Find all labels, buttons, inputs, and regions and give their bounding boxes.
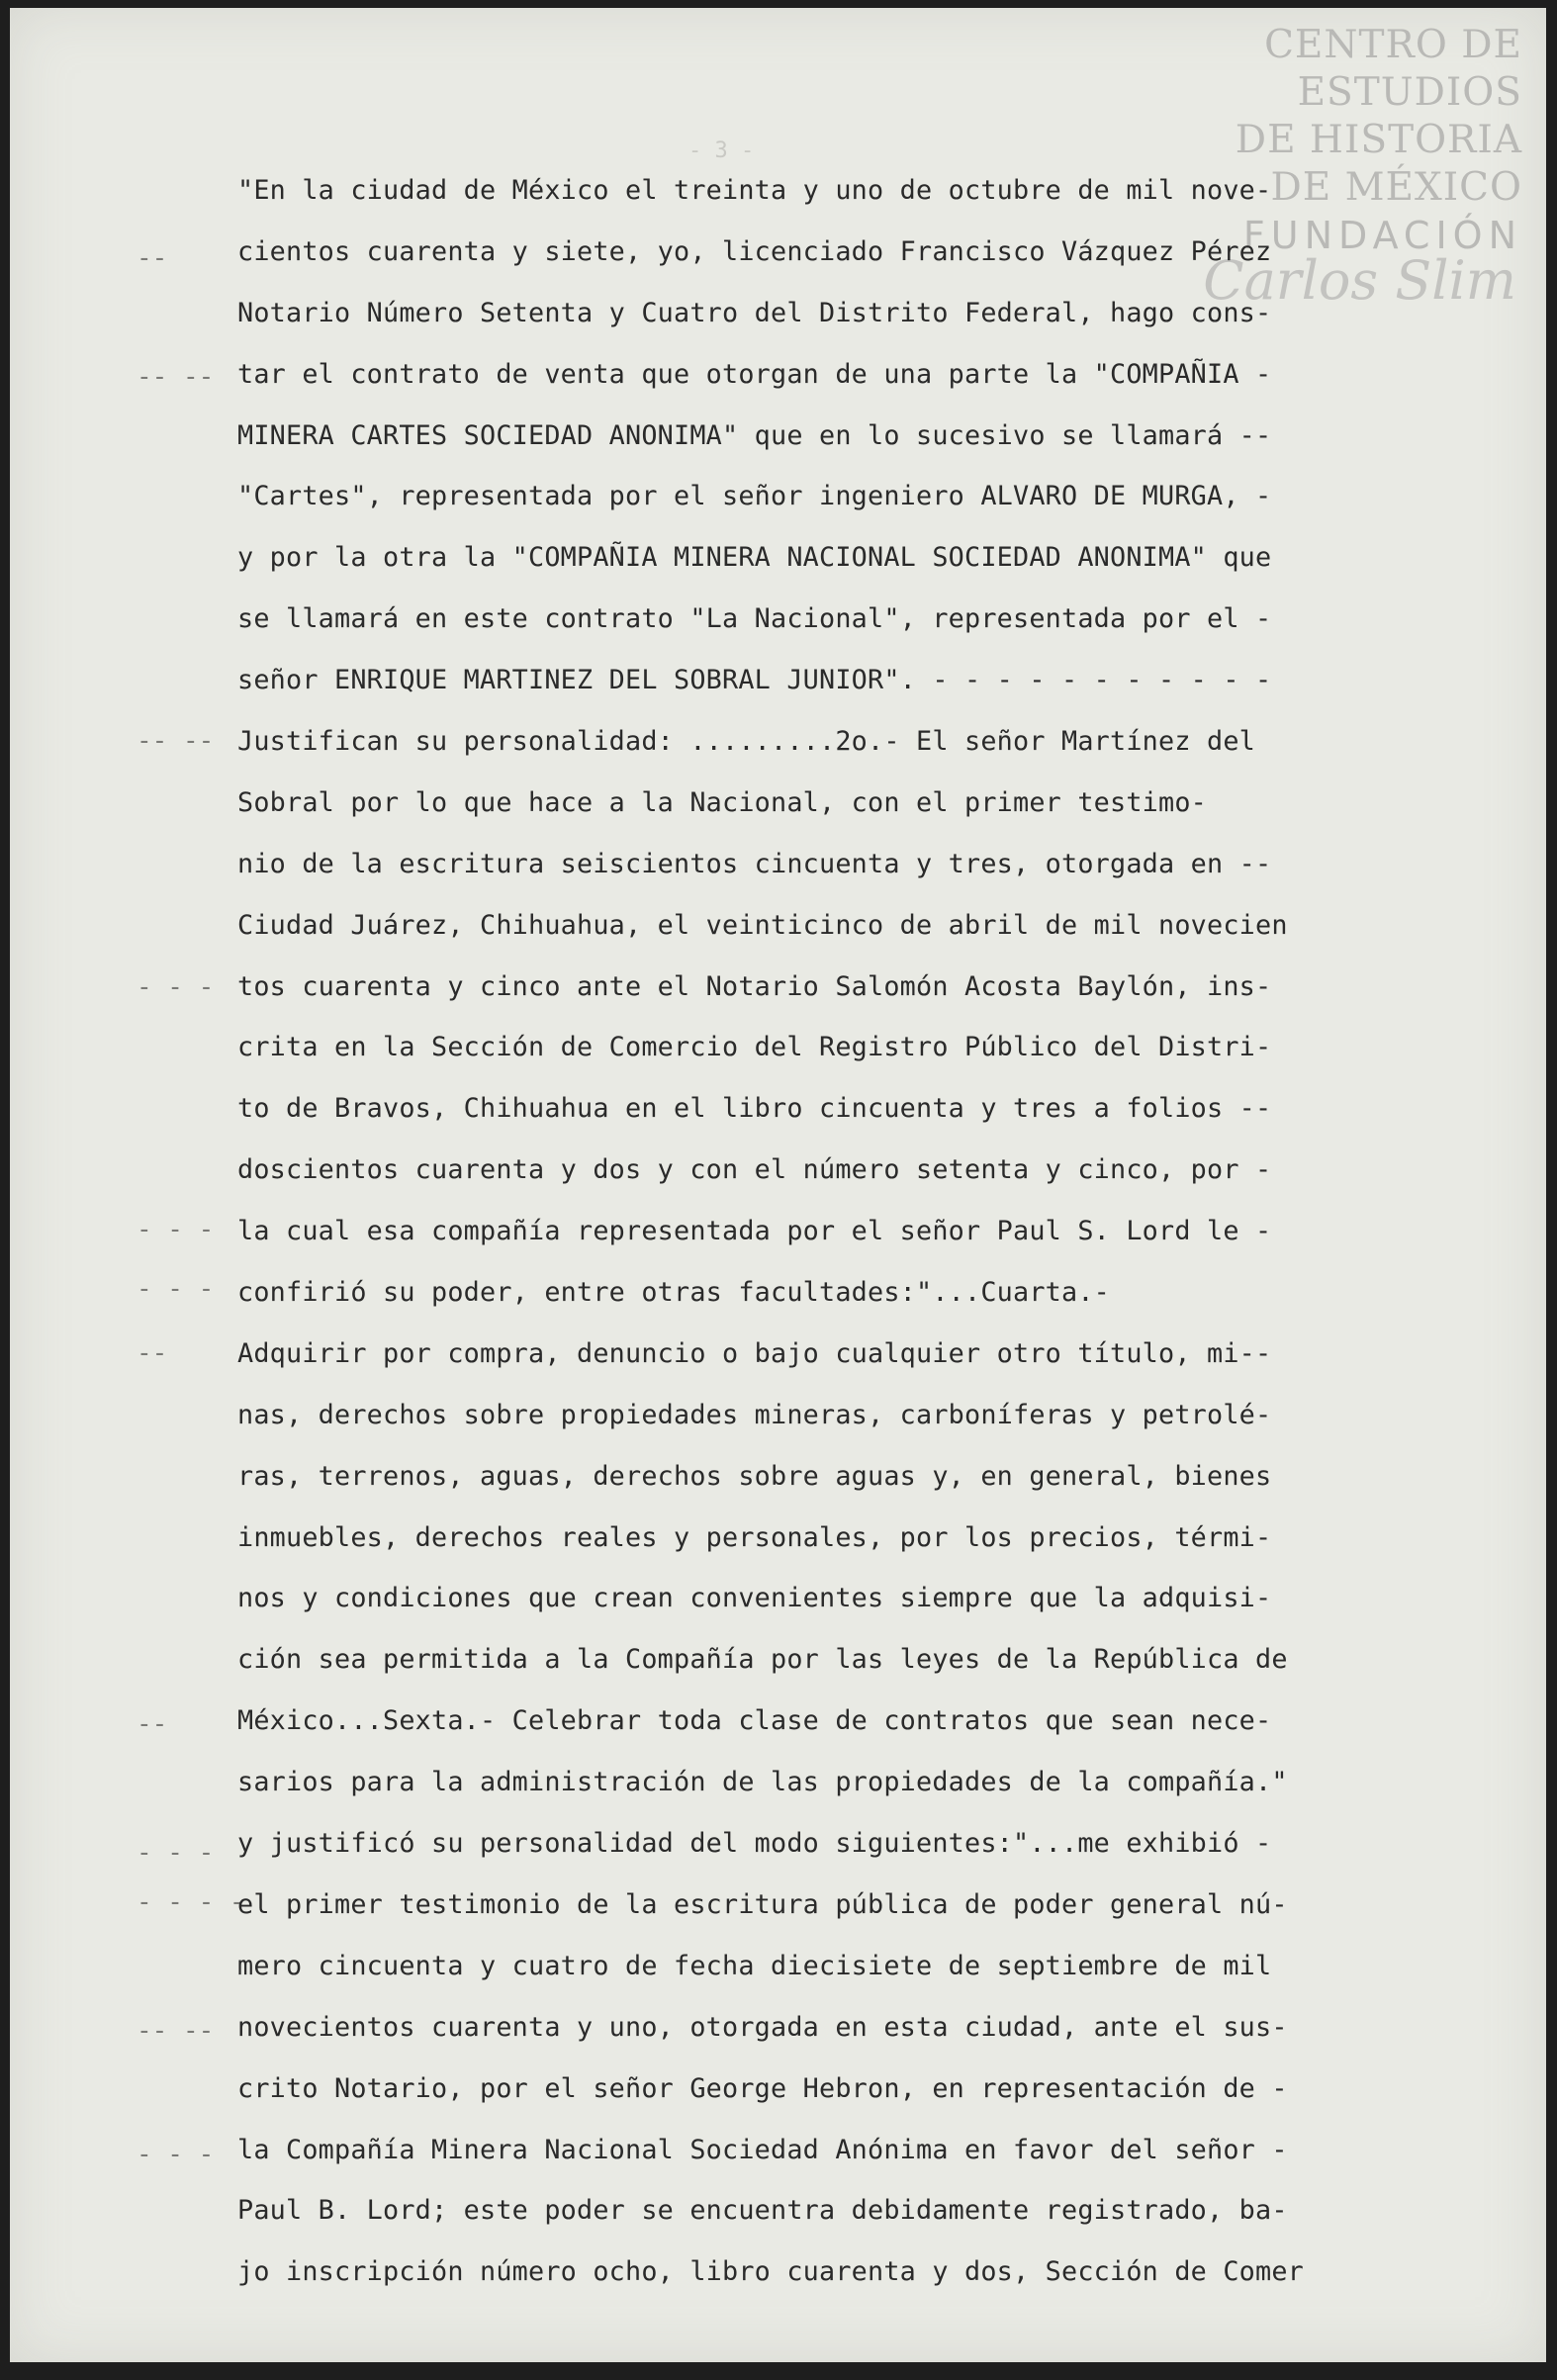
text-line: Adquirir por compra, denuncio o bajo cualquier otro título, mi-- [237,1337,1272,1369]
text-line: "En la ciudad de México el treinta y uno de octubre de mil nove- [237,175,1272,206]
text-line: novecientos cuarenta y uno, otorgada en esta ciudad, ante el sus- [237,2011,1288,2043]
watermark-signature: Carlos Slim [1203,249,1516,312]
margin-mark: -- [137,1338,183,1368]
margin-mark: -- [137,243,183,273]
text-line: Justifican su personalidad: .........2o.- El señor Martínez del [237,726,1255,758]
text-line: tos cuarenta y cinco ante el Notario Salomón Acosta Baylón, ins- [237,970,1272,1002]
watermark-line: CENTRO DE [1264,23,1522,67]
text-line: el primer testimonio de la escritura pública de poder general nú- [237,1888,1288,1920]
watermark-line: DE MÉXICO [1270,165,1522,210]
text-line: inmuebles, derechos reales y personales, por los precios, térmi- [237,1521,1272,1553]
text-line: crita en la Sección de Comercio del Registro Público del Distri- [237,1032,1272,1063]
page-number: - 3 - [688,138,755,163]
text-line: mero cincuenta y cuatro de fecha diecisiete de septiembre de mil [237,1950,1272,1981]
margin-mark: -- -- [137,362,215,392]
margin-mark: - - - - [137,1887,245,1917]
margin-mark: - - - [137,2140,215,2169]
text-line: doscientos cuarenta y dos y con el número setenta y cinco, por - [237,1154,1272,1186]
text-line: Ciudad Juárez, Chihuahua, el veinticinco de abril de mil novecien [237,909,1288,941]
margin-mark: -- -- [137,726,215,756]
text-line: Sobral por lo que hace a la Nacional, con el primer testimo- [237,786,1207,818]
text-line: nos y condiciones que crean convenientes siempre que la adquisi- [237,1583,1272,1614]
typed-document-text [237,166,1434,2309]
margin-mark: -- -- [137,2016,215,2046]
text-line: tar el contrato de venta que otorgan de una parte la "COMPAÑIA - [237,358,1272,390]
watermark-line: ESTUDIOS [1297,70,1522,115]
text-line: nas, derechos sobre propiedades mineras, carboníferas y petrolé- [237,1399,1272,1430]
text-line: jo inscripción número ocho, libro cuarenta y dos, Sección de Comer [237,2256,1304,2288]
text-line: MINERA CARTES SOCIEDAD ANONIMA" que en lo sucesivo se llamará -- [237,419,1272,451]
text-line: nio de la escritura seiscientos cincuenta y tres, otorgada en -- [237,848,1272,879]
text-line: México...Sexta.- Celebrar toda clase de contratos que sean nece- [237,1705,1272,1737]
watermark-line: FUNDACIÓN [1242,214,1522,257]
text-line: la Compañía Minera Nacional Sociedad Anónima en favor del señor - [237,2134,1288,2165]
text-line: y por la otra la "COMPAÑIA MINERA NACIONAL SOCIEDAD ANONIMA" que [237,542,1272,574]
text-line: Notario Número Setenta y Cuatro del Distrito Federal, hago cons- [237,297,1272,328]
watermark-line: DE HISTORIA [1235,118,1522,162]
margin-mark: -- [137,1709,183,1739]
text-line: confirió su poder, entre otras facultades:"...Cuarta.- [237,1277,1110,1309]
text-line: se llamará en este contrato "La Nacional", representada por el - [237,603,1272,635]
margin-mark: - - - [137,1838,215,1868]
text-line: Paul B. Lord; este poder se encuentra debidamente registrado, ba- [237,2195,1288,2227]
text-line: la cual esa compañía representada por el señor Paul S. Lord le - [237,1216,1272,1247]
text-line: cientos cuarenta y siete, yo, licenciado Francisco Vázquez Pérez [237,235,1272,267]
text-line: crito Notario, por el señor George Hebron, en representación de - [237,2072,1288,2104]
text-line: to de Bravos, Chihuahua en el libro cincuenta y tres a folios -- [237,1093,1272,1125]
text-line: ción sea permitida a la Compañía por las leyes de la República de [237,1644,1288,1676]
margin-mark: - - - [137,1215,215,1244]
text-line: sarios para la administración de las propiedades de la compañía." [237,1767,1288,1798]
text-line: "Cartes", representada por el señor ingeniero ALVARO DE MURGA, - [237,481,1272,512]
text-line: señor ENRIQUE MARTINEZ DEL SOBRAL JUNIOR". - - - - - - - - - - - [237,665,1272,696]
margin-mark: - - - [137,1274,215,1304]
document-page [10,8,1546,2362]
text-line: y justificó su personalidad del modo siguientes:"...me exhibió - [237,1828,1272,1860]
margin-mark: - - - [137,972,215,1002]
text-line: ras, terrenos, aguas, derechos sobre aguas y, en general, bienes [237,1460,1272,1492]
